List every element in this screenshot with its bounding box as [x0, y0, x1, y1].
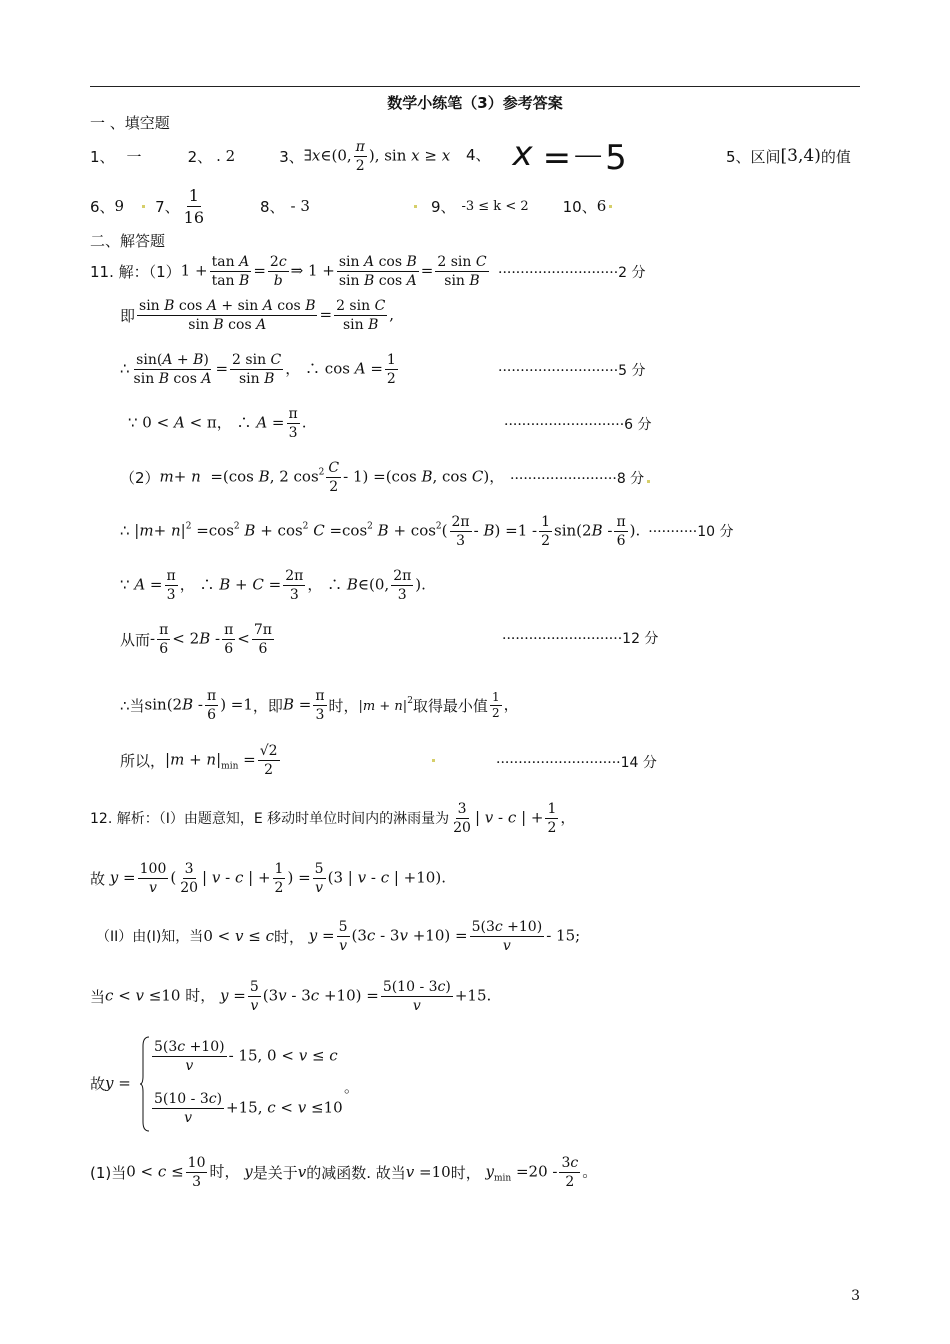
q6-answer: 9 — [114, 197, 125, 215]
q8-label: 8、 — [260, 197, 285, 216]
q11-formula-10: $|m + n|_{min}$ = $\frac{√2}{2}$ — [165, 742, 278, 778]
q12-step-1 — [90, 796, 575, 840]
q12-gu2: 故 — [90, 1074, 106, 1093]
q12-shi: 时， — [273, 927, 304, 946]
q11-formula-4: ∵ 0 < A < π， ∴ A = $\frac{\pi}{3}$ . — [128, 405, 307, 441]
q12-p1-mid3: 时， — [450, 1163, 481, 1182]
q11-step-3 — [120, 348, 400, 390]
q11-ji: 即 — [120, 306, 136, 325]
q11-dang: ∴当 — [120, 696, 145, 715]
q7-answer: $\frac{1}{16}$ — [183, 185, 204, 227]
q11-congerji: 从而 — [120, 630, 151, 649]
q12-p1-mid2: 的减函数. 故当 — [306, 1163, 406, 1182]
q12-case-2 — [150, 1086, 343, 1130]
q12-step-3 — [96, 914, 580, 958]
q9-answer: -3 ≤ k < 2 — [461, 198, 529, 214]
q12-formula-5a: $\frac{5(3c +10)}{v}$ - 15, 0 < v ≤ c — [154, 1038, 338, 1074]
q9-label: 9、 — [430, 197, 456, 216]
page-number: 3 — [851, 1288, 860, 1304]
q4-value: =－5 — [542, 137, 627, 178]
score-line-5: ···························5 分 — [498, 363, 646, 379]
q11-step-1 — [90, 250, 491, 292]
q12-step-6 — [90, 1150, 597, 1194]
q12-formula-4: c < v ≤10 时， y = $\frac{5}{v}$ (3v - 3c +10) = $\frac{5(10 - 3c)}{v}$ +15. — [105, 978, 492, 1014]
section-solutions: 二、解答题 — [90, 232, 166, 250]
q12-formula-2: y = $\frac{100}{v}$ ( $\frac{3}{20}$ | v - c | + $\frac{1}{2}$ ) = $\frac{5}{v}$ (3 | v - c | +10). — [109, 860, 446, 896]
q12-y-eq: y = — [105, 1074, 131, 1092]
q4-variable: x — [512, 134, 533, 174]
q12-formula-3b: y = $\frac{5}{v}$ (3c - 3v +10) = $\frac{5(3c +10)}{v}$ - 15; — [308, 918, 581, 954]
q7-label: 7、 — [155, 197, 180, 216]
q11-intro: 11. 解：（1） — [90, 262, 181, 281]
score-line-2: ···························2 分 — [498, 265, 646, 281]
q3-label: 3、 — [279, 147, 304, 166]
q11-part-2 — [120, 456, 504, 498]
q11-step-6 — [120, 510, 733, 552]
score-line-12: ···························12 分 — [502, 631, 659, 647]
q2-label: 2、 — [187, 147, 213, 166]
q11-step-7 — [120, 564, 426, 606]
q1-label: 1、 — [90, 147, 115, 166]
q12-dang: 当 — [90, 987, 106, 1006]
q4-label: 4、 — [466, 145, 491, 164]
q12-part2-prefix: （II）由(I)知，当 — [96, 929, 204, 945]
q11-shi: 时， — [328, 696, 359, 715]
q12-period: 。 — [344, 1077, 360, 1096]
highlight-mark — [647, 480, 650, 483]
answers-row-2 — [90, 184, 612, 228]
q12-intro: 12. 解析：（I）由题意知，E 移动时单位时间内的淋雨量为 — [90, 811, 450, 827]
piecewise-brace — [140, 1036, 150, 1132]
q11-formula-9d: $\frac{1}{2}$ ， — [491, 689, 519, 720]
q5-interval: [3,4) — [780, 146, 821, 166]
header-rule — [90, 86, 860, 87]
q10-answer: 6 — [596, 197, 607, 215]
highlight-mark — [609, 205, 612, 208]
page-title: 数学小练笔（3）参考答案 — [387, 94, 563, 112]
q11-step-10 — [120, 738, 435, 782]
q11-formula-1: 1 + $\frac{\text{tan A}}{\text{tan B}}$ = $\frac{2c}{b}$ ⇒ 1 + $\frac{\text{sin A cos B}}{\text{sin B cos A}}$ = $\frac{\text{2 sin C}}{\text{sin B}}$ — [180, 253, 487, 289]
q5-suffix: 的值 — [820, 147, 851, 166]
q11-step-9 — [120, 684, 519, 726]
q12-formula-6a: 0 < c ≤ $\frac{10}{3}$ 时， y — [126, 1154, 253, 1190]
q10-label: 10、 — [562, 197, 597, 216]
q12-v-var: v — [297, 1163, 307, 1181]
q12-p1-mid: 是关于 — [252, 1163, 298, 1182]
q12-gu: 故 — [90, 869, 106, 888]
q11-formula-6: ∴ $|m+ n|^2 =\cos^2$ $B + \cos^2 C =\cos^2$ $B + \cos^2$( $\frac{2\pi}{3}$ - B) =1 - $\frac{1}{2}$ sin(2B - $\frac{\pi}{6}$ ). — [120, 513, 641, 549]
section-fill-blank: 一 、填空题 — [90, 114, 170, 132]
q1-answer: 一 — [126, 147, 142, 166]
q11-formula-2: $\frac{\text{sin B cos A + sin A cos B}}{\text{sin B cos A}}$ = $\frac{\text{2 sin C}}{\text{sin B}}$ , — [139, 297, 395, 333]
q4-block — [466, 132, 627, 176]
answers-row-1 — [90, 136, 450, 176]
q12-formula-6b: v =10 — [405, 1163, 451, 1181]
highlight-mark — [414, 205, 417, 208]
q11-formula-5: m+ n =(cos B, 2 $\cos^2$ $\frac{C}{2}$ - 1) =(cos B, cos C)， — [159, 459, 505, 495]
q12-formula-5b: $\frac{5(10 - 3c)}{v}$ +15, c < v ≤10 — [154, 1090, 343, 1126]
score-line-6: ···························6 分 — [504, 417, 652, 433]
q6-label: 6、 — [90, 197, 115, 216]
q12-case-1 — [150, 1034, 338, 1078]
q12-step-2 — [90, 856, 446, 900]
q12-p1-prefix: (1)当 — [90, 1163, 127, 1182]
score-line-14: ····························14 分 — [496, 755, 657, 771]
q11-formula-9c: $|m + n|^2$ — [358, 696, 413, 714]
q11-min-text: 取得最小值 — [412, 696, 488, 715]
score-line-8: ························8 分 — [510, 468, 650, 488]
q2-answer: . 2 — [216, 147, 236, 165]
q8-answer: - 3 — [290, 197, 310, 215]
highlight-mark — [142, 205, 145, 208]
q12-formula-1: $\frac{3}{20}$ | v - c | + $\frac{1}{2}$ ， — [453, 800, 576, 836]
q11-formula-9b: B = $\frac{\pi}{3}$ — [282, 687, 325, 723]
score-line-10: ···········10 分 — [648, 524, 734, 540]
q5-block — [726, 136, 851, 176]
q11-formula-9a: sin(2B - $\frac{\pi}{6}$ ) =1 — [144, 687, 253, 723]
q11-step-2 — [120, 294, 394, 336]
highlight-mark — [432, 759, 435, 762]
q11-part2-label: （2） — [120, 468, 160, 487]
q12-step-4 — [90, 974, 491, 1018]
q11-formula-3: ∴ $\frac{\sin(A + B)}{\text{sin B cos A}}$ = $\frac{\text{2 sin C}}{\text{sin B}}$ ， ∴ cos A = $\frac{1}{2}$ — [120, 351, 396, 387]
q11-step-4 — [128, 402, 306, 444]
q12-piecewise-label — [90, 1068, 131, 1098]
q3-answer: ∃x∈(0, $\frac{\pi}{2}$ ), sin x ≥ x — [303, 138, 451, 174]
q11-step-8 — [120, 618, 276, 660]
q11-suoyi: 所以， — [120, 751, 166, 770]
q11-formula-7: ∵ A = $\frac{\pi}{3}$ ， ∴ B + C = $\frac{2\pi}{3}$ ， ∴ B∈(0, $\frac{2\pi}{3}$ ). — [120, 567, 426, 603]
q11-ji-b: ，即 — [252, 696, 283, 715]
q5-label: 5、区间 — [726, 147, 781, 166]
q12-formula-6c: $y_{min} =20$ - $\frac{3c}{2}$ 。 — [485, 1154, 598, 1190]
q11-formula-8: - $\frac{\pi}{6}$ < 2B - $\frac{\pi}{6}$ < $\frac{7\pi}{6}$ — [150, 621, 272, 657]
q12-formula-3a: 0 < v ≤ c — [203, 927, 274, 945]
